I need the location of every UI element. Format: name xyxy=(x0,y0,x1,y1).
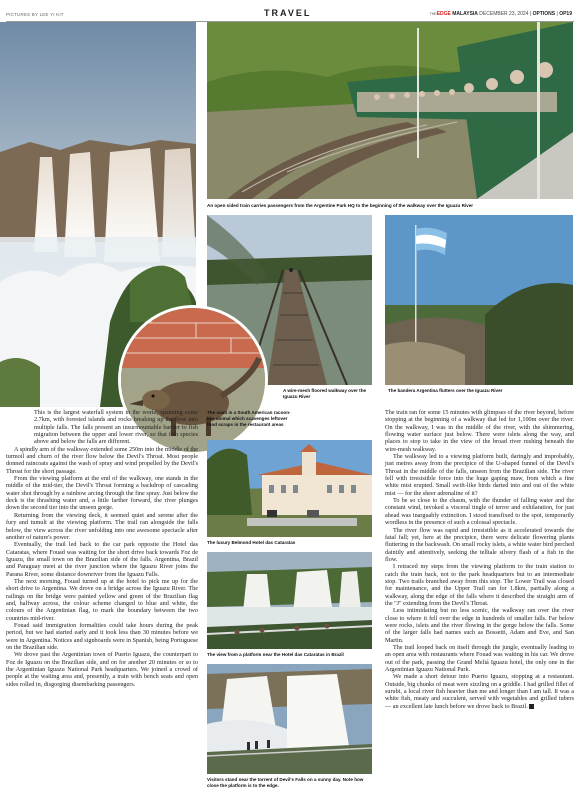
paragraph: Returning from the viewing deck, it seemed quiet and serene after the fury and tumult at the viewing platform. The trail ran alongside the falls below, the view across the river unfolding into one awesome spectacle after another of nature's power. xyxy=(6,511,198,541)
article-column-right xyxy=(385,409,574,710)
flag-photo xyxy=(385,215,573,385)
brand-name: EDGE xyxy=(436,11,451,17)
page-number: OP19 xyxy=(559,11,572,17)
paragraph: Fouad said immigration formalities could take hours during the peak period, but we had started early and it took less than 30 minutes before we were in Argentina. Notices and signboards were in Spanish, being Portuguese on the Brazilian side. xyxy=(6,621,199,651)
paragraph: The river flow was rapid and irresistible as it accelerated towards the fatal fall; yet, here at the precipice, there were delicate flowering plants fluttering in the backwash. On small rocky islets, a white water bird perched daintily and attentively, seeking the telltale silvery flash of a fish in the flow. xyxy=(385,526,575,563)
paragraph: This is the largest waterfall system in the world, spanning some 2.7km, with forested islands and rocks breaking up the flow into multiple falls. The falls present an insurmountable barrier to fish migration between the upper and lower river, so that fish species above and below the falls are different. xyxy=(34,409,198,446)
paragraph-last-text: We made a short detour into Puerto Iguazu, stopping at a restaurant. Outside, big chunks of meat were sizzling on a griddle. I had grilled fillet of surubi, a local river fish heavier than me and longer than I am tall. It was a white fish, meaty and succulent, served with vegetables and grilled tubers — an excellent late lunch before we drove back to Brazil. xyxy=(385,673,574,710)
flag-illustration xyxy=(385,215,573,385)
paragraph: The next morning, Fouad turned up at the hotel to pick me up for the short drive to Argentina. We drove on a bridge across the Iguazu River. The railings on the bridge were painted yellow and green of the Brazilian flag and, halfway across, the colour scheme changed to blue and white, the colours of the Argentinian flag, to mark the boundary between the two countries mid-river. xyxy=(6,577,198,622)
caption-flag: The bandera Argentina flutters over the Iguazu River xyxy=(388,388,503,393)
end-mark-icon: B xyxy=(529,704,534,709)
paragraph: To be so close to the chasm, with the thunder of falling water and the constant wind, invoked a visceral tingle of terror and exhilaration, for just ahead was inarguably extinction. I stood transfixed to the spot, temporarily wordless in the presence of such a colossal spectacle. xyxy=(385,497,574,527)
caption-view: The view from a platform near the Hotel das Cataratas in Brazil xyxy=(207,652,344,657)
photo-credit: PICTURES BY LEE YI KIT xyxy=(6,12,64,17)
caption-hotel: The luxury Belmond Hotel das Cataratas xyxy=(207,540,296,545)
paragraph-last xyxy=(385,673,574,710)
brand-suffix: MALAYSIA xyxy=(452,11,478,17)
brand-prefix: THE xyxy=(429,12,437,16)
caption-coati: The coati is a South American racoon-like animal which scavenges leftover food scraps in the restaurant areas xyxy=(207,410,291,428)
edition-name: OPTIONS xyxy=(532,11,556,17)
article-column-left xyxy=(6,409,198,688)
page-header-info xyxy=(430,11,572,17)
train-illustration xyxy=(207,22,573,199)
train-photo xyxy=(207,22,573,199)
paragraph: Eventually, the trail led back to the car park opposite the Hotel das Cataratas, where Fouad was waiting for the short drive back towards Foz de Iguazu, the small town on the Brazilian side of the falls. Argentina, Brazil and Paraguay meet at the river junction where the Iguazu River joins the Parana River, some distance downriver from the Iguazu Falls. xyxy=(6,541,198,578)
paragraph: Less intimidating but no less scenic, the walkway ran over the river close to where it fell over the edge in hundreds of smaller falls. Far below were rocks, islets and the river flowing in the gorge below the falls. Some of the larger falls had names such as Bossetti, Adam and Eve, and San Martin. xyxy=(385,607,574,644)
caption-visitors: Visitors stand near the torrent of Devil's Falls on a sunny day. Note how close the platform is to the edge. xyxy=(207,777,364,789)
visitors-photo xyxy=(207,664,372,774)
caption-train: An open sided train carries passengers from the Argentine Park HQ to the beginning of the walkway over the Iguazu River xyxy=(207,203,474,208)
paragraph: The trail looped back on itself through the jungle, eventually leading to an open area with restaurants where Fouad was waiting in his car. We drove out of the park, passing the Grand Meliá Iguazu hotel, the only one in the Argentinian Iguazu National Park. xyxy=(385,644,574,674)
paragraph: The train ran for some 15 minutes with glimpses of the river beyond, before stopping at the beginning of a walkway that led for 1,100m over the river. On the walkway, I was in the middle of the river, with the shimmering, flowing water surface just below. There were islets along the way, and places to stop to take in the view of the broad river rushing beneath the wire-mesh walkway. xyxy=(385,409,574,453)
view-illustration xyxy=(207,552,372,649)
visitors-illustration xyxy=(207,664,372,774)
section-title: TRAVEL xyxy=(264,8,312,18)
caption-walkway: A wire-mesh floored walkway over the Iguazu River xyxy=(283,388,367,400)
paragraph: A spindly arm of the walkway extended some 250m into the middle of the turmoil and churn of the river flow below the Devil's Throat. Most people donned raincoats against the wash of spray and wind propelled by the Devil's Throat for the short passage. xyxy=(6,445,198,475)
paragraph: We drove past the Argentinian town of Puerto Iguazu, the counterpart to Foz de Iguazu on the Brazilian side, and on for another 20 minutes or so to the Argentinian Iguazu National Park headquarters. We joined a crowd of people at the waiting area and, presently, a train with bench seats and open sides rolled in, disgorging disembarking passengers. xyxy=(6,651,198,688)
issue-date: DECEMBER 23, 2024 xyxy=(479,11,529,17)
paragraph: From the viewing platform at the end of the walkway, one stands in the middle of the mid-tier, the Devil's Throat forming a backdrop of cascading water shot through by a rainbow arcing through the fine spray. Just below the deck is the thrashing water and, a little farther forward, the river plunges down the second tier into the unseen gorge. xyxy=(6,475,198,512)
hotel-photo xyxy=(207,440,372,537)
header-separator: | xyxy=(529,11,532,17)
view-photo xyxy=(207,552,372,649)
paragraph: I retraced my steps from the viewing platform to the train station to catch the train back, not to the park headquarters but to an intermediate stop. Two trails branched away from this stop. The Lower Trail was closed for maintenance, and the Upper Trail ran for 1.8km, partially along a walkway, along the edge of the falls where it described the straight arm of the "J" extending from the Devil's Throat. xyxy=(385,563,574,607)
header-separator-2: | xyxy=(556,11,558,17)
left-text-wrap-top xyxy=(6,409,198,446)
paragraph: The walkway led to a viewing platform built, daringly and improbably, just metres away from the precipice of the U-shaped funnel of the Devil's Throat in the middle of the falls, unseen from the Brazilian side. The river fell with irresistible force into the huge gaping maw, from which a fine white mist erupted. Small swift-like birds darted into and out of the white mist — for the sheer adrenaline of it? xyxy=(385,453,574,497)
hotel-illustration xyxy=(207,440,372,537)
